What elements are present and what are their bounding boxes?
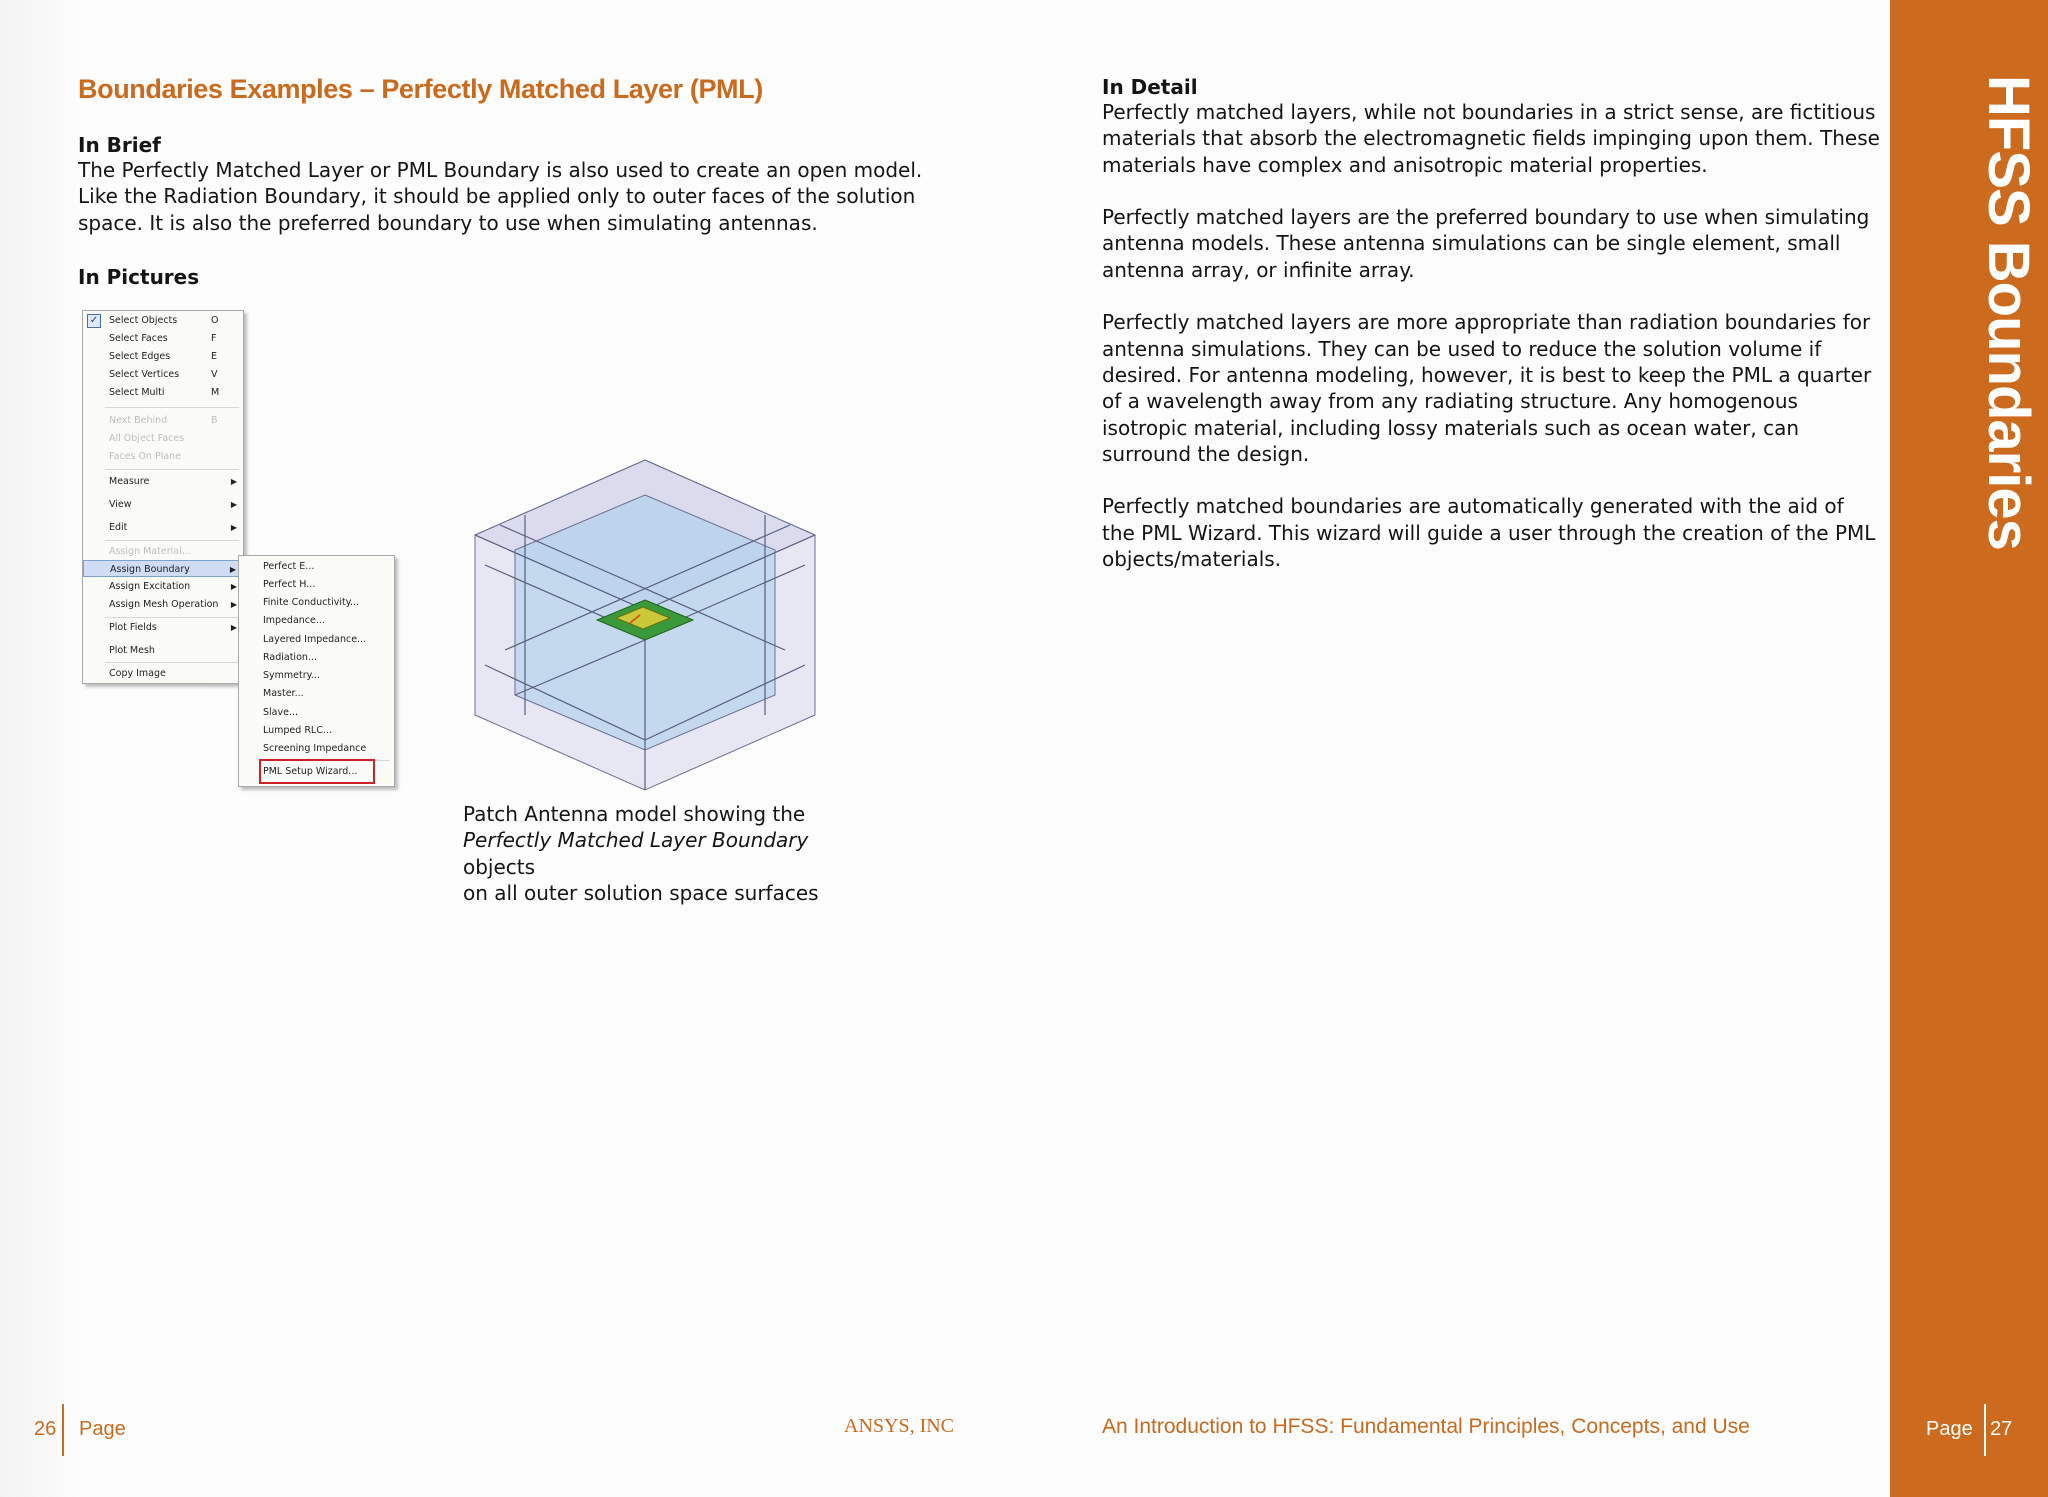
submenu-arrow-icon: ▶ xyxy=(230,477,237,486)
menu-item-select-edges: Select Edges E xyxy=(109,351,218,362)
menu-separator xyxy=(105,617,239,618)
caption-after-italic: objects xyxy=(463,854,536,879)
submenu-item-symmetry: Symmetry... xyxy=(263,670,320,681)
submenu-arrow-icon: ▶ xyxy=(230,623,237,632)
submenu-arrow-icon: ▶ xyxy=(230,582,237,591)
menu-item-select-faces: Select Faces F xyxy=(109,333,217,344)
in-detail-paragraph: Perfectly matched layers are more appropriate than radiation boundaries for antenna simulations. They can be used to reduce the solution volume if desired. For antenna modeling, however, it is best to keep the PML a quarter of a wavelength away from any radiating structure. Any homogenous isotropic material, including lossy materials such as ocean water, can surround the design. xyxy=(1102,310,1872,466)
menu-item-measure: Measure ▶ xyxy=(83,473,243,490)
in-brief-heading: In Brief xyxy=(78,133,161,157)
caption-line-1: Patch Antenna model showing the xyxy=(463,802,806,826)
menu-item-select-multi: Select Multi M xyxy=(109,387,220,398)
checkmark-icon: ✓ xyxy=(87,314,101,328)
menu-item-assign-material: Assign Material... xyxy=(109,546,191,557)
pml-antenna-model-figure xyxy=(465,455,825,795)
menu-separator xyxy=(105,407,239,408)
book-title: An Introduction to HFSS: Fundamental Principles, Concepts, and Use xyxy=(1102,1415,1750,1438)
right-page-number: 27 xyxy=(1990,1418,2013,1440)
in-detail-heading: In Detail xyxy=(1102,75,1198,99)
menu-item-edit: Edit ▶ xyxy=(83,519,243,536)
in-detail-section xyxy=(1102,75,1882,599)
page-gutter-shade xyxy=(0,0,80,1497)
menu-separator xyxy=(105,662,239,663)
submenu-item-radiation: Radiation... xyxy=(263,652,317,663)
menu-separator xyxy=(259,760,390,761)
menu-item-view: View ▶ xyxy=(83,496,243,513)
context-menu-screenshot xyxy=(82,310,244,684)
submenu-arrow-icon: ▶ xyxy=(230,500,237,509)
caption-line-3: on all outer solution space surfaces xyxy=(463,880,819,905)
menu-item-select-vertices: Select Vertices V xyxy=(109,369,218,380)
submenu-item-perfect-e: Perfect E... xyxy=(263,561,315,572)
menu-item-assign-excitation: Assign Excitation ▶ xyxy=(83,578,243,595)
submenu-item-impedance: Impedance... xyxy=(263,615,325,626)
figure-caption xyxy=(463,801,883,906)
chapter-sidebar xyxy=(1890,0,2048,1497)
chapter-title: HFSS Boundaries xyxy=(1976,75,2041,550)
page-title: Boundaries Examples – Perfectly Matched Layer (PML) xyxy=(78,74,763,104)
submenu-item-slave: Slave... xyxy=(263,707,299,718)
footer-divider xyxy=(62,1404,64,1456)
menu-item-assign-mesh-operation: Assign Mesh Operation ▶ xyxy=(83,596,243,613)
in-detail-paragraph: Perfectly matched layers, while not boundaries in a strict sense, are fictitious materials that absorb the electromagnetic fields impinging upon them. These materials have complex and anisotropic material properties. xyxy=(1102,100,1880,177)
submenu-item-master: Master... xyxy=(263,688,304,699)
menu-item-all-object-faces: All Object Faces xyxy=(109,433,185,444)
submenu-arrow-icon: ▶ xyxy=(230,523,237,532)
menu-separator xyxy=(105,469,239,470)
left-page-number: 26 xyxy=(34,1418,57,1440)
left-page-label: Page xyxy=(79,1418,126,1440)
submenu-item-lumped-rlc: Lumped RLC... xyxy=(263,725,332,736)
in-detail-paragraph: Perfectly matched boundaries are automatically generated with the aid of the PML Wizard. This wizard will guide a user through the creation of the PML objects/materials. xyxy=(1102,494,1876,572)
submenu-item-layered-impedance: Layered Impedance... xyxy=(263,634,367,645)
submenu-item-finite-conductivity: Finite Conductivity... xyxy=(263,597,360,608)
submenu-arrow-icon: ▶ xyxy=(229,565,236,574)
menu-item-plot-fields: Plot Fields ▶ xyxy=(83,619,243,636)
boundary-submenu-screenshot xyxy=(238,555,395,787)
caption-italic: Perfectly Matched Layer Boundary xyxy=(463,828,809,853)
in-detail-paragraph: Perfectly matched layers are the preferred boundary to use when simulating antenna models. These antenna simulations can be single element, small antenna array, or infinite array. xyxy=(1102,205,1870,282)
right-page-label: Page xyxy=(1926,1418,1973,1440)
footer-divider xyxy=(1984,1404,1986,1456)
submenu-item-screening-impedance: Screening Impedance xyxy=(263,743,367,754)
submenu-item-pml-setup-wizard: PML Setup Wizard... xyxy=(239,763,394,780)
in-brief-section xyxy=(78,133,958,236)
in-pictures-heading: In Pictures xyxy=(78,265,200,289)
menu-separator xyxy=(105,540,239,541)
menu-item-next-behind: Next Behind B xyxy=(109,415,218,426)
menu-item-faces-on-plane: Faces On Plane xyxy=(109,451,182,462)
menu-item-select-objects: ✓ Select Objects O xyxy=(83,312,243,329)
submenu-arrow-icon: ▶ xyxy=(230,600,237,609)
menu-item-copy-image: Copy Image xyxy=(109,668,166,679)
company-name: ANSYS, INC xyxy=(844,1415,955,1437)
in-brief-text: The Perfectly Matched Layer or PML Boundary is also used to create an open model. Like the Radiation Boundary, it should be applied only to outer faces of the solution space. It is also the preferred boundary to use when simulating antennas. xyxy=(78,158,923,235)
menu-item-plot-mesh: Plot Mesh xyxy=(109,645,155,656)
menu-item-assign-boundary: Assign Boundary ▶ xyxy=(83,560,243,577)
submenu-item-perfect-h: Perfect H... xyxy=(263,579,316,590)
